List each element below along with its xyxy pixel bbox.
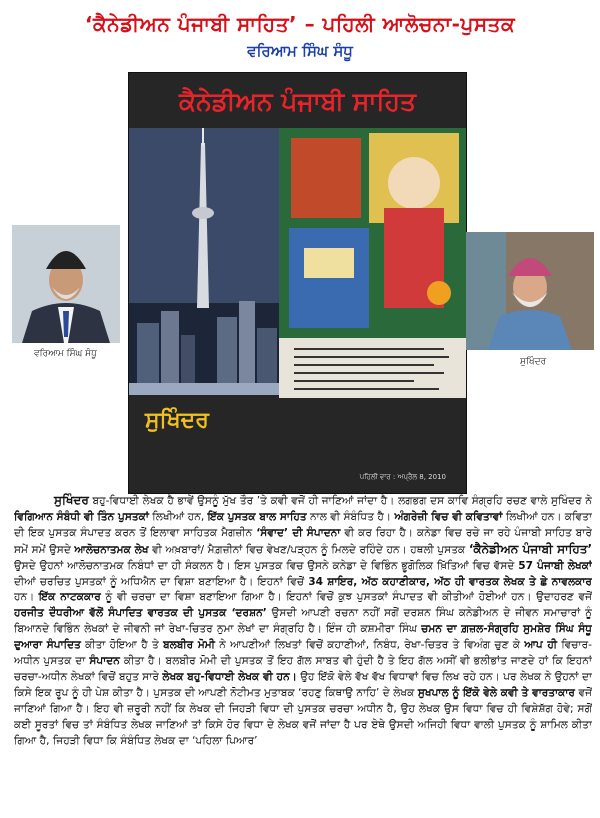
- highlight-text: ਆਲੋਚਨਾਤਮਕ ਲੇਖ: [74, 543, 149, 556]
- author-photo-left: [12, 225, 120, 343]
- body-text-segment: ਵੀ ਕਰ ਰਿਹਾ ਹੈ। ਕਨੇਡਾ ਵਿਚ ਰਚੇ ਜਾ ਰਹੇ ਪੰਜਾਬੀ ਸਾਹਿਤ ਬਾਰੇ ਸਮੇਂ ਸਮੇਂ ਉਸਦੇ: [14, 526, 592, 556]
- photo-caption-left: ਵਰਿਆਮ ਸਿੰਘ ਸੰਧੂ: [34, 349, 97, 359]
- cover-author: ਸੁਖਿੰਦਰ: [145, 408, 209, 433]
- highlight-text: ਅੰਗਰੇਜ਼ੀ ਵਿਚ ਵੀ ਕਵਿਤਾਵਾਂ: [394, 510, 503, 523]
- article-title: ‘ਕੈਨੇਡੀਅਨ ਪੰਜਾਬੀ ਸਾਹਿਤ’ – ਪਹਿਲੀ ਆਲੋਚਨਾ-ਪੁਸਤਕ: [84, 12, 516, 36]
- body-text-segment: ਵਜੋਂ ਜਾਣਿਆਂ ਗਿਆ ਹੈ। ਇਹ ਵੀ ਜ਼ਰੂਰੀ ਨਹੀਂ ਕਿ ਲੇਖਕ ਦੀ ਜਿਹੜੀ ਵਿਧਾ ਦੀ ਪੁਸਤਕ ਚਰਚਾ ਅਧੀਨ ਹੈ, ਉਹ ਲੇਖਕ ਉਸ ਵਿਧਾ ਵਿਚ ਹੀ ਵਿਸ਼ੇਸ਼ੱਗ ਹੋਵੇ; ਸਗੋਂ ਕਈ ਸੂਰਤਾਂ ਵਿਚ ਤਾਂ ਸੰਬੰਧਿਤ ਲੇਖਕ ਜਾਣਿਆਂ ਤਾਂ ਕਿਸੇ ਹੋਰ ਵਿਧਾ ਦੇ ਲੇਖਕ ਵਜੋਂ ਜਾਂਦਾ ਹੈ ਪਰ ਏਥੇ ਉਸਦੀ ਅਜਿਹੀ ਵਿਧਾ ਵਾਲੀ ਪੁਸਤਕ ਨੂੰ ਸ਼ਾਮਿਲ ਕੀਤਾ ਗਿਆ ਹੈ, ਜਿਹੜੀ ਵਿਧਾ ਕਿ ਸੰਬੰਧਿਤ ਲੇਖਕ ਦਾ ‘ਪਹਿਲਾ ਪਿਆਰ’: [14, 686, 592, 747]
- body-text-segment: ਵਿਚਾਰ-ਅਧੀਨ ਪੁਸਤਕ ਦਾ: [14, 639, 592, 668]
- highlight-text: ਸੰਪਾਦਨ: [89, 655, 120, 668]
- lead-word: ਸੁਖਿੰਦਰ: [53, 493, 89, 507]
- body-text-segment: ਦੀਆਂ ਚਰਚਿਤ ਪੁਸਤਕਾਂ ਨੂੰ ਅਧਿਐਨ ਦਾ ਵਿਸ਼ਾ ਬਣਾਇਆ ਹੈ। ਇਹਨਾਂ ਵਿਚੋਂ: [14, 575, 309, 588]
- body-text-segment: ਉਸਦੇ ਉਹਨਾਂ ਆਲੋਚਨਾਤਮਕ ਨਿਬੰਧਾਂ ਦਾ ਹੀ ਸੰਕਲਨ ਹੈ। ਇਸ ਪੁਸਤਕ ਵਿਚ ਉਸਨੇ ਕਨੇਡਾ ਦੇ ਵਿਭਿੰਨ ਭੂਗੋਲਿਕ ਖ਼ਿੱਤਿਆਂ ਵਿਚ ਵੱਸਦੇ: [14, 559, 519, 572]
- cover-title: ਕੈਨੇਡੀਅਨ ਪੰਜਾਬੀ ਸਾਹਿਤ: [179, 87, 416, 116]
- highlight-text: ਇੱਕ ਨਾਟਕਕਾਰ: [38, 591, 101, 604]
- highlight-text: 34 ਸ਼ਾਇਰ, ਅੱਠ ਕਹਾਣੀਕਾਰ, ਅੱਠ ਹੀ ਵਾਰਤਕ ਲੇਖਕ ਤੇ ਛੇ ਨਾਵਲਕਾਰ: [308, 575, 592, 588]
- highlight-text: ਬਲਬੀਰ ਮੋਮੀ: [163, 639, 215, 652]
- body-text-segment: ਕੀਤਾ ਹੈ। ਬਲਬੀਰ ਮੋਮੀ ਦੀ ਪੁਸਤਕ ਤੋਂ ਇਹ ਗੱਲ ਸਾਬਤ ਵੀ ਹੁੰਦੀ ਹੈ ਤੇ ਇਹ ਗੱਲ ਅਸੀਂ ਵੀ ਭਲੀਭਾਂਤ ਜਾਣਦੇ ਹਾਂ ਕਿ ਇਹਨਾਂ ਚਰਚਾ-ਅਧੀਨ ਲੇਖਕਾਂ ਵਿਚੋਂ ਬਹੁਤ ਸਾਰੇ: [14, 655, 592, 683]
- body-text-segment: ਵੀ ਅਖ਼ਬਾਰਾਂ/ ਮੈਗ਼ਜ਼ੀਨਾਂ ਵਿਚ ਵੇਖਣ/ਪੜ੍ਹਨ ਨੂੰ ਮਿਲਦੇ ਰਹਿੰਦੇ ਹਨ। ਹਥਲੀ ਪੁਸਤਕ: [148, 543, 469, 556]
- body-text-segment: ਨੂੰ ਵੀ ਚਰਚਾ ਦਾ ਵਿਸ਼ਾ ਬਣਾਇਆ ਗਿਆ ਹੈ। ਇਹਨਾਂ ਵਿਚੋਂ ਕੁਝ ਪੁਸਤਕਾਂ ਸੰਪਾਦਤ ਵੀ ਕੀਤੀਆਂ ਹੋਈਆਂ ਹਨ। ਉਦਾਹਰਣ ਵਜੋਂ: [100, 591, 592, 604]
- book-cover-image: [128, 72, 467, 494]
- article-author: ਵਰਿਆਮ ਸਿੰਘ ਸੰਧੂ: [247, 42, 353, 60]
- body-text-segment: ਉਸਦੀ ਆਪਣੀ ਰਚਨਾ ਨਹੀਂ ਸਗੋਂ ਦਰਸ਼ਨ ਸਿੰਘ ਕਨੇਡੀਅਨ ਦੇ ਜੀਵਨ ਸਮਾਚਾਰਾਂ ਨੂੰ ਬਿਆਨਦੇ ਵਿਭਿੰਨ ਲੇਖਕਾਂ ਦੇ ਜੀਵਨੀ ਜਾਂ ਰੇਖਾ-ਚਿਤਰ ਨੁਮਾ ਲੇਖਾਂ ਦਾ ਸੰਗ੍ਰਹਿ ਹੈ। ਇੰਜ ਹੀ ਕਸ਼ਮੀਰਾ ਸਿੰਘ: [14, 607, 592, 636]
- body-text-segment: ਨੇ ਆਪਣੀਆਂ ਲਿਖਤਾਂ ਵਿਚੋਂ ਕਹਾਣੀਆਂ, ਨਿਬੰਧ, ਰੇਖਾ-ਚਿਤਰ ਤੇ ਵਿਅੰਗ ਚੁਣ ਕੇ: [214, 639, 525, 652]
- cover-footer: ਪਹਿਲੀ ਵਾਰ : ਅਪ੍ਰੈਲ 8, 2010: [359, 473, 446, 481]
- highlight-text: ਲੇਖਕ ਬਹੁ-ਵਿਧਾਈ ਲੇਖਕ ਵੀ ਹਨ।: [162, 670, 297, 683]
- highlight-text: ਚਮਨ ਦਾ ਗ਼ਜ਼ਲ-ਸੰਗ੍ਰਹਿ ਸੁਮਸ਼ੇਰ ਸਿੰਘ ਸੰਧੂ ਦੁਆਰਾ ਸੰਪਾਦਿਤ: [14, 623, 592, 652]
- book-title-inline: ‘ਕੈਨੇਡੀਅਨ ਪੰਜਾਬੀ ਸਾਹਿਤ’: [468, 541, 592, 556]
- author-photo-right: [466, 232, 594, 350]
- highlight-text: ‘ਸੰਵਾਦ’ ਦੀ ਸੰਪਾਦਨਾ: [256, 526, 341, 539]
- body-text-segment: ਉਹ ਇੱਕੋ ਵੇਲੇ ਵੱਖ ਵੱਖ ਵਿਧਾਵਾਂ ਵਿਚ ਲਿਖ ਰਹੇ ਹਨ। ਪਰ ਲੇਖਕ ਨੇ ਉਹਨਾਂ ਦਾ ਕਿਸੇ ਇਕ ਰੂਪ ਨੂੰ ਹੀ ਪੇਸ਼ ਕੀਤਾ ਹੈ। ਪੁਸਤਕ ਦੀ ਆਪਣੀ ਨੋਟੀਮਤ ਮੁਤਾਬਕ ‘ਰਹਣੁ ਕਿਥਾਉ ਨਾਹਿ’ ਦੇ ਲੇਖਕ: [14, 670, 592, 699]
- body-text-segment: ਬਹੁ-ਵਿਧਾਈ ਲੇਖਕ ਹੈ ਭਾਵੇਂ ਉਸਨੂੰ ਮੁੱਖ ਤੌਰ ’ਤੇ ਕਵੀ ਵਜੋਂ ਹੀ ਜਾਣਿਆਂ ਜਾਂਦਾ ਹੈ। ਲਗਭਗ ਦਸ ਕਾਵਿ ਸੰਗ੍ਰਹਿ ਰਚਣ ਵਾਲੇ ਸੁਖਿੰਦਰ ਨੇ: [88, 495, 592, 507]
- highlight-text: ਵਿਗਿਆਨ ਸੰਬੰਧੀ ਵੀ ਤਿੰਨ ਪੁਸਤਕਾਂ: [14, 510, 149, 523]
- body-text-segment: ਕੀਤਾ ਹੋਇਆ ਹੈ ਤੇ: [80, 639, 164, 652]
- highlight-text: ਸੁਖਪਾਲ ਨੂੰ ਇੱਕੋ ਵੇਲੇ ਕਵੀ ਤੇ ਵਾਰਤਾਕਾਰ: [417, 686, 575, 699]
- body-text-segment: ਹਨ।: [14, 591, 39, 604]
- highlight-text: 57 ਪੰਜਾਬੀ ਲੇਖਕਾਂ: [518, 559, 592, 572]
- body-text-segment: ਨਾਲ ਵੀ ਸੰਬੰਧਿਤ ਹੈ।: [306, 510, 395, 523]
- body-text-segment: ਲਿਖੀਆਂ ਹਨ। ਕਵਿਤਾ ਦੀ ਇਕ ਪੁਸਤਕ ਸੰਪਾਦਤ ਕਰਨ ਤੋਂ ਇਲਾਵਾ ਸਾਹਿਤਕ ਮੈਗਜ਼ੀਨ: [14, 510, 592, 539]
- highlight-text: ਹਰਜੀਤ ਦੌਧਰੀਆ ਵੱਲੋਂ ਸੰਪਾਦਿਤ ਵਾਰਤਕ ਦੀ ਪੁਸਤਕ ‘ਦਰਸ਼ਨ’: [14, 607, 267, 620]
- body-text-segment: ਲਿਖੀਆਂ ਹਨ,: [148, 510, 208, 523]
- article-body: [14, 493, 592, 811]
- highlight-text: ਇੱਕ ਪੁਸਤਕ ਬਾਲ ਸਾਹਿਤ: [207, 510, 307, 523]
- photo-caption-right: ਸੁਖਿੰਦਰ: [520, 357, 547, 367]
- highlight-text: ਆਪ ਹੀ: [524, 639, 558, 652]
